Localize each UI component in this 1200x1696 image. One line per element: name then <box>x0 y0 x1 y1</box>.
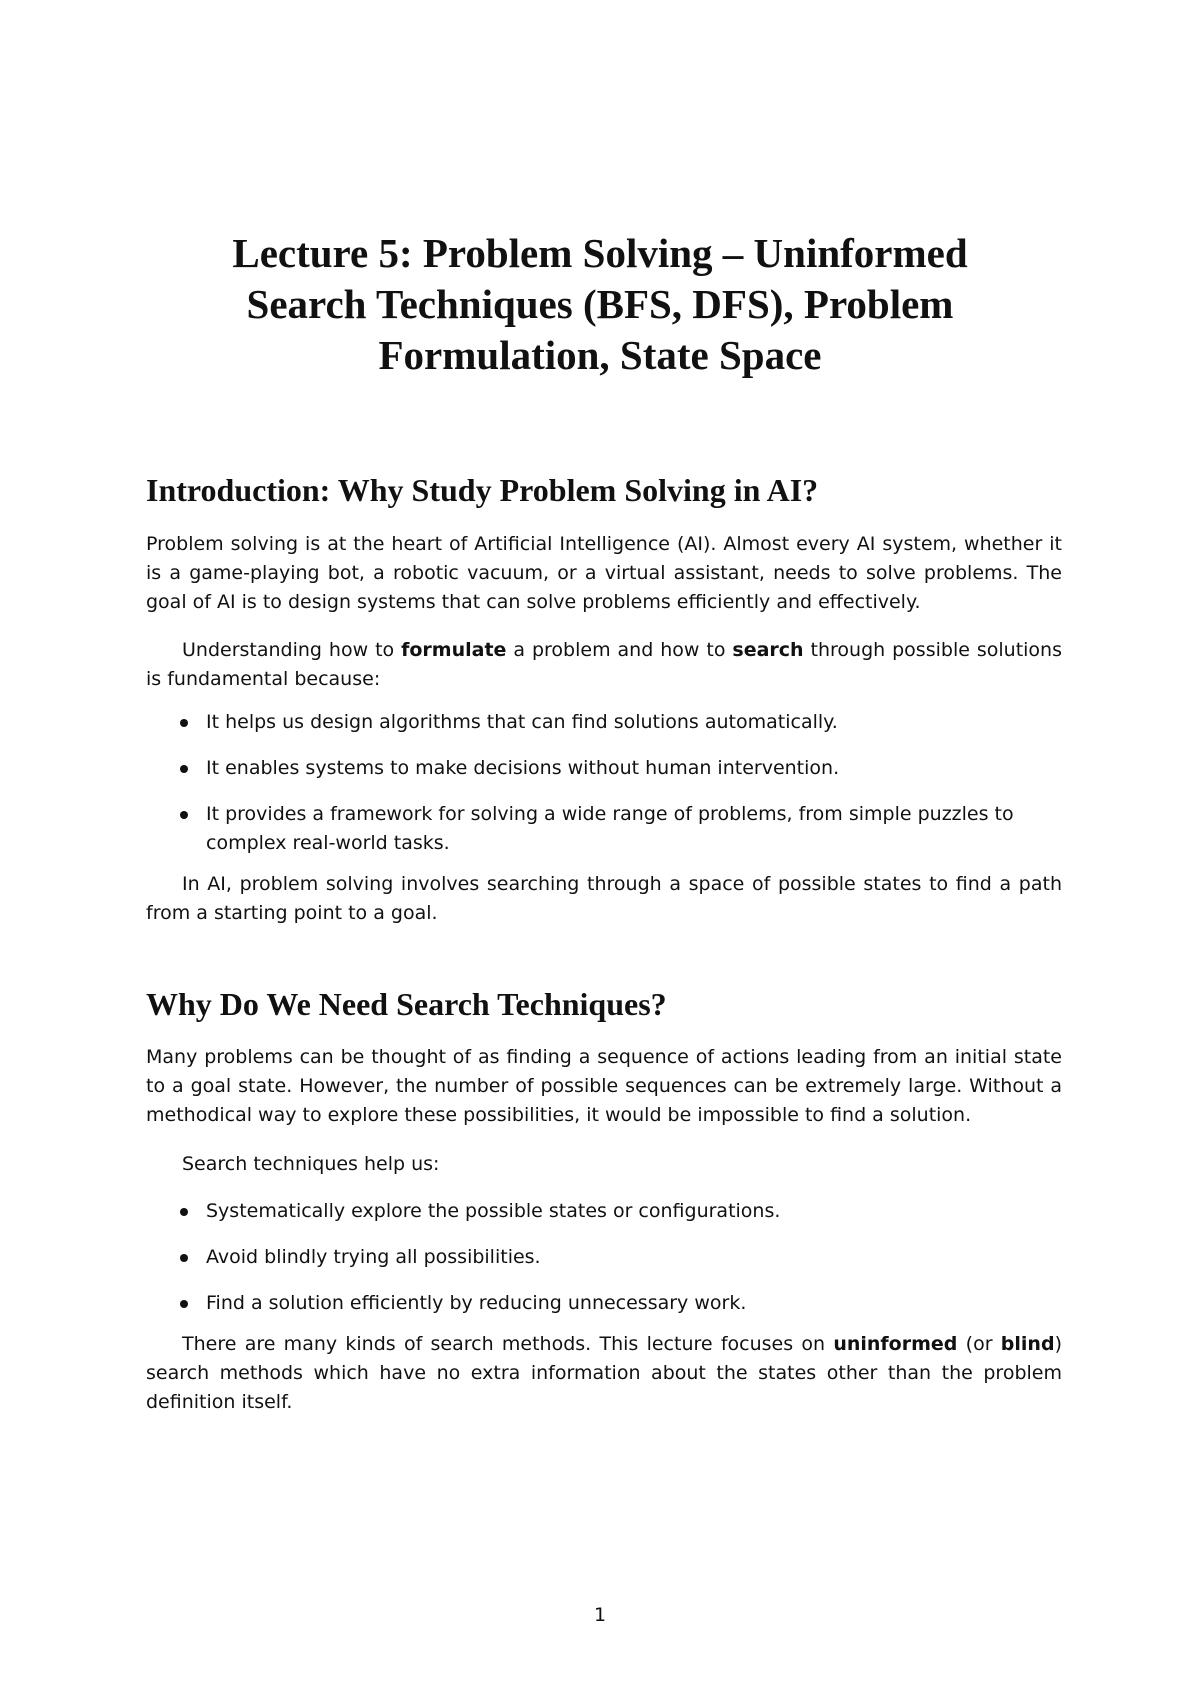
search-paragraph-3 <box>146 1330 1062 1417</box>
search-p3-text-3: ) search methods which have no extra information about the states other than the problem definition itself. <box>146 1333 1062 1413</box>
bullet-icon <box>180 811 188 819</box>
title-line-2: Search Techniques (BFS, DFS), Problem <box>246 281 954 327</box>
list-item <box>146 800 1062 858</box>
intro-p2-text-2: a problem and how to <box>506 639 733 661</box>
bullet-icon <box>180 719 188 727</box>
search-p3-text-2: (or <box>957 1333 1001 1355</box>
list-item <box>146 1243 1062 1272</box>
page-number: 1 <box>593 1604 607 1626</box>
bullet-icon <box>180 765 188 773</box>
list-item-text: Avoid blindly trying all possibilities. <box>206 1246 541 1268</box>
list-item-text: Systematically explore the possible states or configurations. <box>206 1200 781 1222</box>
search-paragraph-2: Search techniques help us: <box>182 1153 440 1175</box>
intro-p2-text-3: through possible solutions is fundamental because: <box>146 639 1062 690</box>
term-uninformed: uninformed <box>833 1333 958 1355</box>
list-item-text: It provides a framework for solving a wide range of problems, from simple puzzles to complex real-world tasks. <box>206 803 1014 854</box>
list-item <box>146 1289 1062 1318</box>
bullet-icon <box>180 1254 188 1262</box>
lecture-title <box>140 228 1060 381</box>
bullet-icon <box>180 1300 188 1308</box>
title-line-3: Formulation, State Space <box>378 332 822 378</box>
list-item-text: It enables systems to make decisions without human intervention. <box>206 757 840 779</box>
list-item <box>146 754 1062 783</box>
title-line-1: Lecture 5: Problem Solving – Uninformed <box>232 230 968 276</box>
search-p3-text-1: There are many kinds of search methods. This lecture focuses on <box>182 1333 834 1355</box>
intro-paragraph-3: In AI, problem solving involves searching through a space of possible states to find a path from a starting point to a goal. <box>146 873 1062 924</box>
list-item <box>146 1197 1062 1226</box>
list-item <box>146 708 1062 737</box>
bullet-icon <box>180 1208 188 1216</box>
search-paragraph-1: Many problems can be thought of as finding a sequence of actions leading from an initial state to a goal state. However, the number of possible sequences can be extremely large. Without a methodical way to explore these possibilities, it would be impossible to find a solution. <box>146 1046 1062 1126</box>
section-heading-introduction: Introduction: Why Study Problem Solving in AI? <box>146 472 819 508</box>
section-heading-search-techniques: Why Do We Need Search Techniques? <box>146 986 667 1022</box>
intro-paragraph-1: Problem solving is at the heart of Artificial Intelligence (AI). Almost every AI system, whether it is a game-playing bot, a robotic vacuum, or a virtual assistant, needs to solve problems. The goal of AI is to design systems that can solve problems efficiently and effectively. <box>146 533 1062 613</box>
term-search: search <box>732 639 804 661</box>
term-blind: blind <box>1000 1333 1055 1355</box>
list-item-text: It helps us design algorithms that can find solutions automatically. <box>206 711 838 733</box>
list-item-text: Find a solution efficiently by reducing unnecessary work. <box>206 1292 747 1314</box>
intro-paragraph-2 <box>146 636 1062 694</box>
intro-p2-text-1: Understanding how to <box>182 639 402 661</box>
term-formulate: formulate <box>401 639 507 661</box>
